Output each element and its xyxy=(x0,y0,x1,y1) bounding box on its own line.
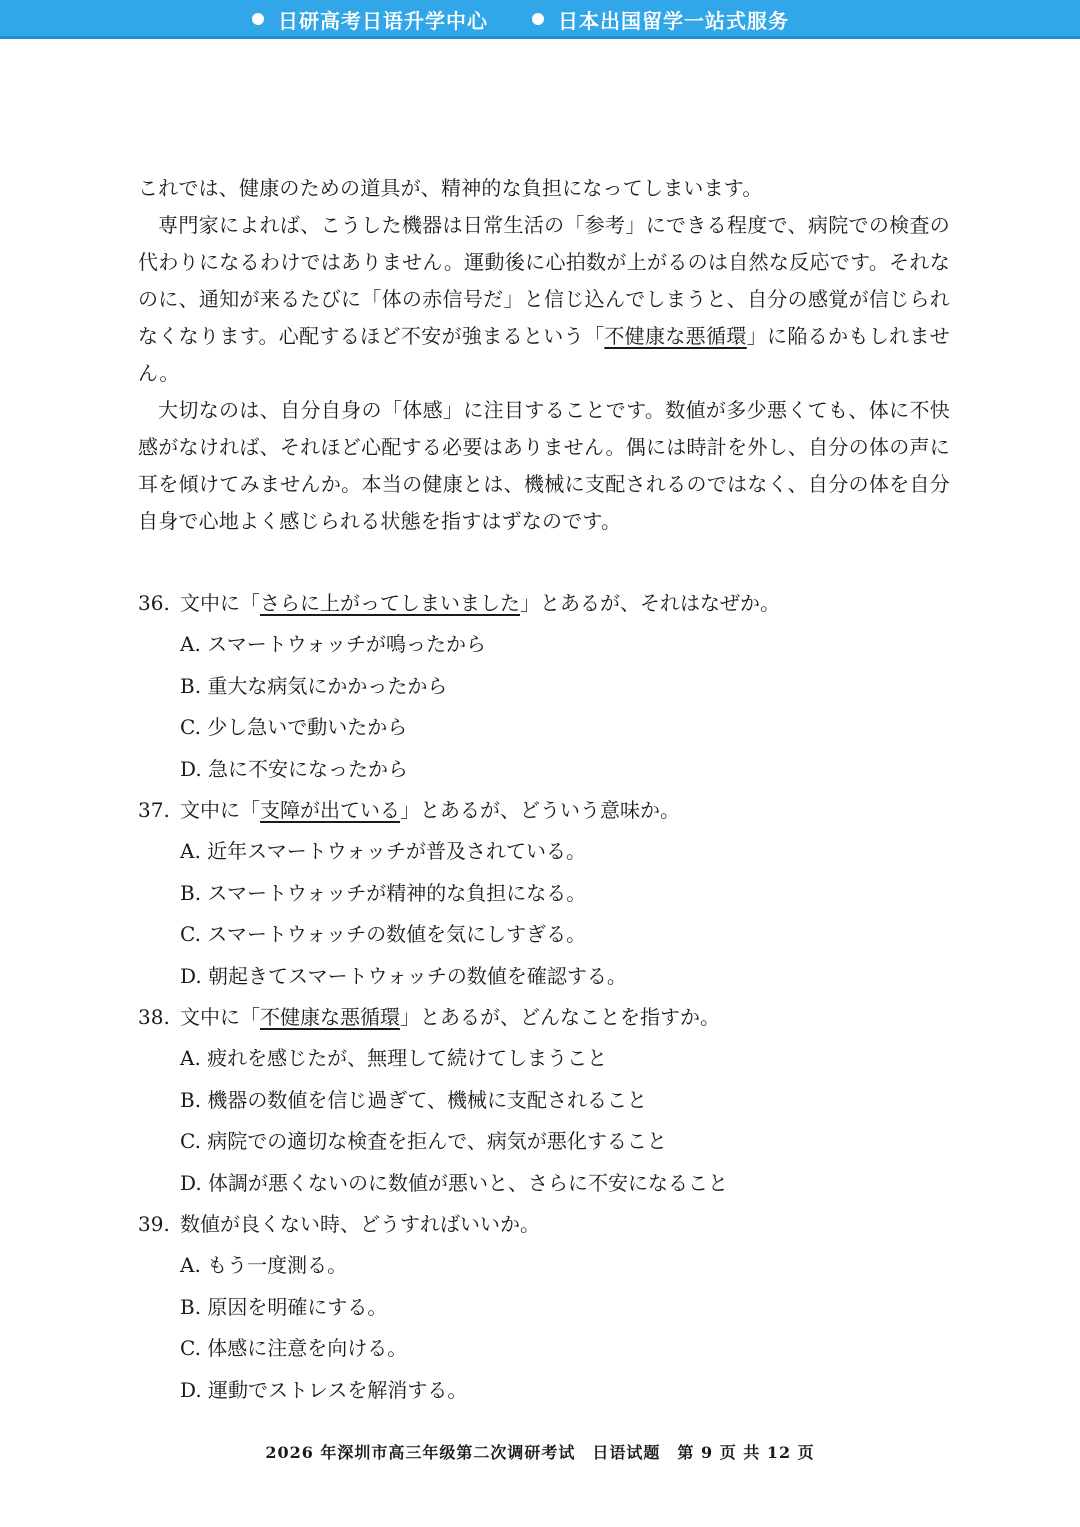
answer-option: C. 病院での適切な検査を拒んで、病気が悪化すること xyxy=(180,1129,667,1153)
answer-option: A. 疲れを感じたが、無理して続けてしまうこと xyxy=(180,1046,608,1070)
question-underlined-phrase: 支障が出ている xyxy=(260,798,400,822)
bullet-dot-icon xyxy=(252,13,264,25)
answer-option: C. 体感に注意を向ける。 xyxy=(180,1336,408,1360)
question-number: 37. xyxy=(138,798,170,822)
reading-passage xyxy=(138,170,950,540)
question-number: 39. xyxy=(138,1212,170,1236)
banner-item-1-label: 日研高考日语升学中心 xyxy=(278,8,488,33)
question-text-pre: 数値が良くない時、どうすればいいか。 xyxy=(180,1212,540,1236)
question-stem xyxy=(138,583,950,624)
answer-option: D. 朝起きてスマートウォッチの数値を確認する。 xyxy=(180,963,627,988)
question-39 xyxy=(138,1204,950,1411)
question-text-post: 」とあるが、どんなことを指すか。 xyxy=(400,1005,720,1029)
question-text-pre: 文中に「 xyxy=(180,798,260,822)
question-stem xyxy=(138,1204,950,1245)
question-stem xyxy=(138,790,950,831)
question-text-post: 」とあるが、それはなぜか。 xyxy=(520,591,780,615)
question-number: 36. xyxy=(138,591,170,615)
passage-paragraph-2-text-a: 専門家によれば、こうした機器は日常生活の「参考」にできる程度で、病院での検査の代わりになるわけではありません。運動後に心拍数が上がるのは自然な反応です。それなのに、通知が来るたびに「体の赤信号だ」と信じ込んでしまうと、自分の感覚が信じられなくなります。心配するほど不安が強まるという「 xyxy=(138,213,950,348)
answer-option: A. スマートウォッチが鳴ったから xyxy=(180,632,486,656)
question-text-post: 」とあるが、どういう意味か。 xyxy=(400,798,680,822)
answer-option: A. もう一度測る。 xyxy=(180,1253,348,1277)
answer-option: A. 近年スマートウォッチが普及されている。 xyxy=(180,839,586,863)
banner-item-2 xyxy=(532,4,789,34)
page-footer: 2026 年深圳市高三年级第二次调研考试 日语试题 第 9 页 共 12 页 xyxy=(265,1443,815,1462)
answer-option: D. 急に不安になったから xyxy=(180,756,409,781)
question-text-pre: 文中に「 xyxy=(180,1005,260,1029)
banner-underline xyxy=(0,36,1080,39)
underlined-phrase: 不健康な悪循環 xyxy=(604,324,747,348)
question-36 xyxy=(138,583,950,790)
answer-option: D. 運動でストレスを解消する。 xyxy=(180,1377,468,1402)
answer-option: B. 機器の数値を信じ過ぎて、機械に支配されること xyxy=(180,1087,648,1112)
answer-option: D. 体調が悪くないのに数値が悪いと、さらに不安になること xyxy=(180,1170,729,1195)
question-list xyxy=(138,583,950,1411)
answer-option: C. 少し急いで動いたから xyxy=(180,715,408,739)
banner-item-2-label: 日本出国留学一站式服务 xyxy=(558,8,789,33)
banner-item-1 xyxy=(252,4,488,34)
question-number: 38. xyxy=(138,1005,170,1029)
question-stem xyxy=(138,997,950,1038)
passage-paragraph-2 xyxy=(138,207,950,392)
question-underlined-phrase: 不健康な悪循環 xyxy=(260,1005,400,1029)
passage-paragraph-3: 大切なのは、自分自身の「体感」に注目することです。数値が多少悪くても、体に不快感がなければ、それほど心配する必要はありません。偶には時計を外し、自分の体の声に耳を傾けてみませんか。本当の健康とは、機械に支配されるのではなく、自分の体を自分自身で心地よく感じられる状態を指すはずなのです。 xyxy=(138,398,950,533)
question-38 xyxy=(138,997,950,1204)
answer-option: C. スマートウォッチの数値を気にしすぎる。 xyxy=(180,922,587,946)
bullet-dot-icon xyxy=(532,13,544,25)
answer-option: B. 重大な病気にかかったから xyxy=(180,673,448,698)
answer-option: B. 原因を明確にする。 xyxy=(180,1294,388,1319)
answer-option: B. スマートウォッチが精神的な負担になる。 xyxy=(180,880,587,905)
question-37 xyxy=(138,790,950,997)
question-underlined-phrase: さらに上がってしまいました xyxy=(260,591,520,615)
top-banner xyxy=(0,0,1080,38)
question-text-pre: 文中に「 xyxy=(180,591,260,615)
passage-paragraph-1: これでは、健康のための道具が、精神的な負担になってしまいます。 xyxy=(138,176,763,200)
passage-paragraph-2-text-b: 」に陥るかもしれません。 xyxy=(138,324,951,385)
